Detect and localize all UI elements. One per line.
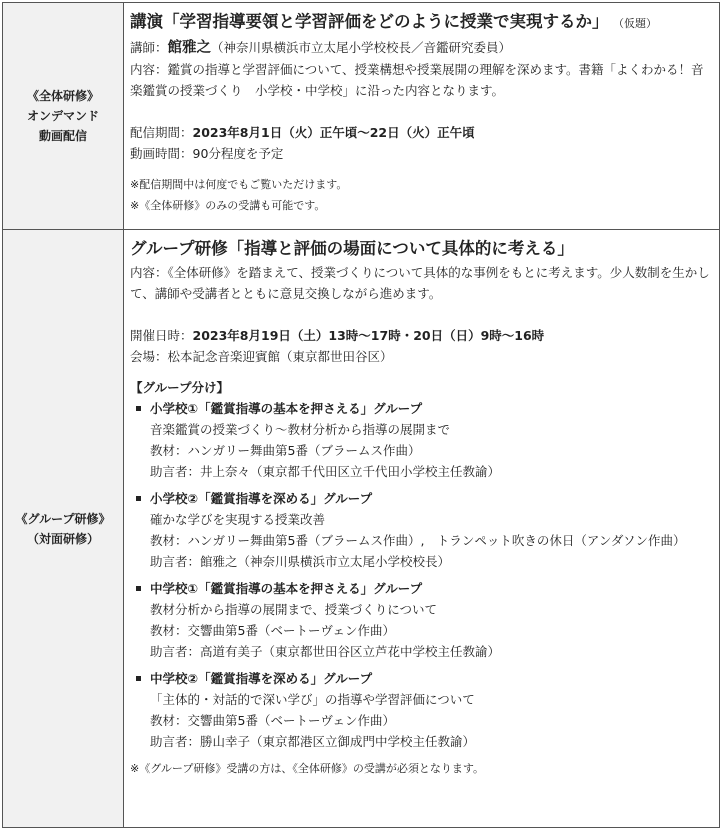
event-datetime-prefix: 開催日時： — [130, 328, 193, 343]
bullet-icon — [136, 406, 141, 411]
lecture-content: 内容：鑑賞の指導と学習評価について、授業構想や授業展開の理解を深めます。書籍「よくわかる！音楽鑑賞の授業づくり 小学校・中学校」に沿った内容となります。 — [130, 62, 704, 98]
lecture-title — [130, 9, 714, 37]
group-item — [130, 578, 714, 662]
row-label-group — [3, 230, 124, 828]
lecturer-affiliation: （神奈川県横浜市立太尾小学校校長／音鑑研究委員） — [211, 40, 512, 55]
bullet-icon — [136, 586, 141, 591]
label-line: 動画配信 — [38, 129, 87, 143]
row-label-ondemand — [3, 3, 124, 230]
groups-heading: 【グループ分け】 — [130, 380, 230, 395]
group-name: 中学校②「鑑賞指導を深める」グループ — [150, 671, 373, 686]
event-venue: 会場：松本記念音楽迎賓館（東京都世田谷区） — [130, 349, 393, 364]
group-item — [130, 488, 714, 572]
row-content-group — [124, 230, 720, 828]
group-detail: 「主体的・対話的で深い学び」の指導や学習評価について — [150, 692, 475, 707]
group-training-content: 内容：《全体研修》を踏まえて、授業づくりについて具体的な事例をもとに考えます。少人数制を生かして、講師や受講者とともに意見交換しながら進めます。 — [130, 265, 710, 301]
delivery-period — [130, 122, 714, 143]
group-name: 中学校①「鑑賞指導の基本を押さえる」グループ — [150, 581, 423, 596]
group-detail: 確かな学びを実現する授業改善 — [150, 512, 326, 527]
row-ondemand — [3, 3, 720, 230]
group-name: 小学校②「鑑賞指導を深める」グループ — [150, 491, 373, 506]
group-detail: 教材：交響曲第5番（ベートーヴェン作曲） — [150, 623, 395, 638]
lecturer-name: 館雅之 — [167, 40, 212, 56]
group-training-note: ※《グループ研修》受講の方は、《全体研修》の受講が必須となります。 — [130, 762, 484, 775]
group-detail: 音楽鑑賞の授業づくり〜教材分析から指導の展開まで — [150, 422, 451, 437]
bullet-icon — [136, 676, 141, 681]
group-list — [130, 398, 714, 752]
row-content-ondemand — [124, 3, 720, 230]
label-line: 《全体研修》 — [26, 89, 99, 103]
video-duration: 動画時間：90分程度を予定 — [130, 146, 284, 161]
group-detail: 助言者：井上奈々（東京都千代田区立千代田小学校主任教諭） — [150, 464, 501, 479]
group-detail: 助言者：勝山幸子（東京都港区立御成門中学校主任教諭） — [150, 734, 476, 749]
label-line: 《グループ研修》 — [15, 511, 111, 526]
training-schedule-table — [2, 2, 720, 828]
group-training-title: グループ研修「指導と評価の場面について具体的に考える」 — [130, 239, 574, 258]
group-detail: 助言者：高道有美子（東京都世田谷区立芦花中学校主任教諭） — [150, 644, 501, 659]
lecture-title-text: 講演「学習指導要領と学習評価をどのように授業で実現するか」 — [130, 12, 609, 31]
label-line: オンデマンド — [26, 109, 99, 123]
group-detail: 教材：交響曲第5番（ベートーヴェン作曲） — [150, 713, 395, 728]
bullet-icon — [136, 496, 141, 501]
delivery-period-value: 2023年8月1日（火）正午頃〜22日（火）正午頃 — [192, 125, 475, 140]
group-name: 小学校①「鑑賞指導の基本を押さえる」グループ — [150, 401, 423, 416]
label-line: （対面研修） — [26, 531, 99, 546]
group-detail: 教材分析から指導の展開まで、授業づくりについて — [150, 602, 438, 617]
lecturer-prefix: 講師： — [130, 40, 168, 55]
lecture-title-suffix: （仮題） — [618, 17, 657, 30]
group-item — [130, 398, 714, 482]
lecturer-line — [130, 37, 714, 59]
group-item — [130, 668, 714, 752]
delivery-period-prefix: 配信期間： — [130, 125, 193, 140]
group-detail: 教材：ハンガリー舞曲第5番（ブラームス作曲）, トランペット吹きの休日（アンダソン作曲） — [150, 533, 686, 548]
event-datetime — [130, 325, 714, 346]
group-detail: 助言者：館雅之（神奈川県横浜市立太尾小学校校長） — [150, 554, 451, 569]
note-line: ※《全体研修》のみの受講も可能です。 — [130, 199, 326, 212]
note-line: ※配信期間中は何度でもご覧いただけます。 — [130, 178, 348, 191]
group-detail: 教材：ハンガリー舞曲第5番（ブラームス作曲） — [150, 443, 421, 458]
row-group — [3, 230, 720, 828]
event-datetime-value: 2023年8月19日（土）13時〜17時・20日（日）9時〜16時 — [192, 328, 545, 343]
